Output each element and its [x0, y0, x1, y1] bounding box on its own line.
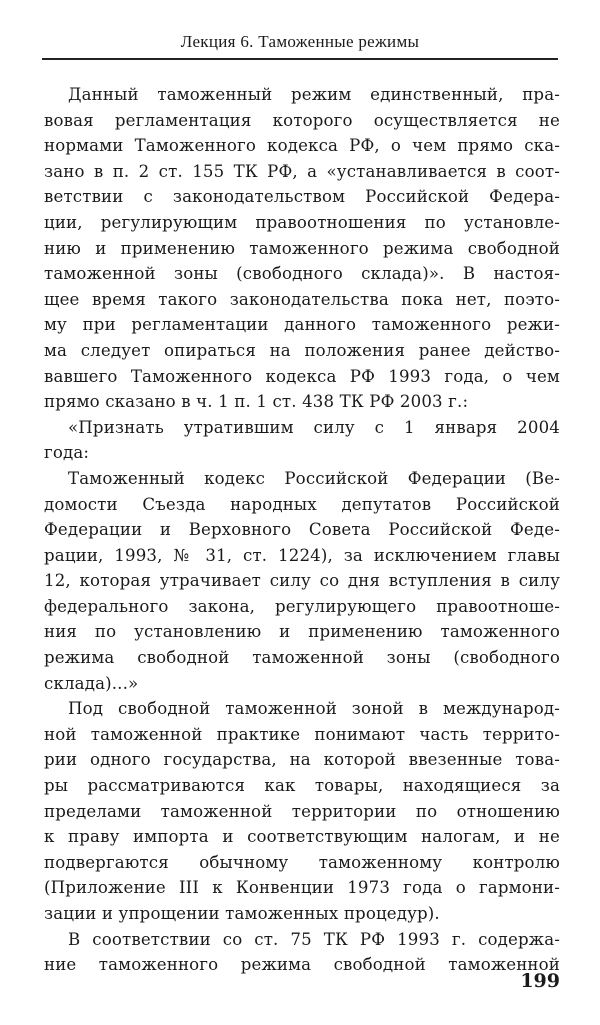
text-line: ние таможенного режима свободной таможенной	[44, 955, 560, 975]
header-rule	[42, 58, 558, 60]
text-line: рии одного государства, на которой ввезенные това-	[44, 750, 560, 770]
body-text	[44, 82, 560, 978]
text-line: (Приложение III к Конвенции 1973 года о гармони-	[44, 878, 560, 898]
text-line: Данный таможенный режим единственный, пра-	[68, 85, 560, 104]
text-line: склада)...»	[44, 673, 139, 693]
text-line: 12, которая утрачивает силу со дня вступления в силу	[44, 571, 560, 591]
paragraph-4	[44, 696, 560, 926]
paragraph-2	[44, 415, 560, 466]
paragraph-5	[44, 927, 560, 978]
text-line: режима свободной таможенной зоны (свободного	[44, 648, 560, 668]
text-line: года:	[44, 443, 90, 463]
text-line: «Признать утратившим силу с 1 января 2004	[68, 417, 560, 437]
text-line: Таможенный кодекс Российской Федерации (Ве-	[68, 468, 560, 488]
text-line: Федерации и Верховного Совета Российской Феде-	[44, 520, 560, 540]
text-line: ветствии с законодательством Российской Федера-	[44, 187, 560, 207]
text-line: к праву импорта и соответствующим налогам, и не	[44, 827, 560, 847]
text-line: нормами Таможенного кодекса РФ, о чем прямо ска-	[44, 136, 560, 156]
paragraph-1	[44, 82, 560, 415]
text-line: зано в п. 2 ст. 155 ТК РФ, а «устанавливается в соот-	[44, 161, 560, 181]
text-line: нию и применению таможенного режима свободной	[44, 238, 560, 258]
running-head: Лекция 6. Таможенные режимы	[180, 32, 420, 51]
text-line: прямо сказано в ч. 1 п. 1 ст. 438 ТК РФ 2003 г.:	[44, 392, 469, 412]
text-line: рации, 1993, № 31, ст. 1224), за исключением главы	[44, 545, 560, 565]
text-line: му при регламентации данного таможенного режи-	[44, 315, 560, 335]
text-line: зации и упрощении таможенных процедур).	[44, 904, 440, 923]
text-line: щее время такого законодательства пока нет, поэто-	[44, 289, 560, 309]
text-line: Под свободной таможенной зоной в международ-	[68, 699, 560, 719]
text-line: ры рассматриваются как товары, находящиеся за	[44, 776, 560, 796]
text-line: таможенной зоны (свободного склада)». В настоя-	[44, 264, 560, 284]
text-line: ния по установлению и применению таможенного	[44, 622, 560, 642]
page-number: 199	[520, 970, 560, 992]
text-line: федерального закона, регулирующего правоотноше-	[44, 596, 560, 616]
text-line: вовая регламентация которого осуществляется не	[44, 110, 560, 130]
text-line: вавшего Таможенного кодекса РФ 1993 года, о чем	[44, 366, 560, 386]
text-line: ции, регулирующим правоотношения по установле-	[44, 212, 560, 232]
text-line: подвергаются обычному таможенному контролю	[44, 852, 560, 872]
text-line: ной таможенной практике понимают часть террито-	[44, 724, 560, 744]
text-line: ма следует опираться на положения ранее действо-	[44, 340, 560, 360]
text-line: пределами таможенной территории по отношению	[44, 801, 560, 821]
paragraph-3	[44, 466, 560, 696]
text-line: В соответствии со ст. 75 ТК РФ 1993 г. содержа-	[68, 929, 560, 949]
text-line: домости Съезда народных депутатов Российской	[44, 494, 560, 514]
